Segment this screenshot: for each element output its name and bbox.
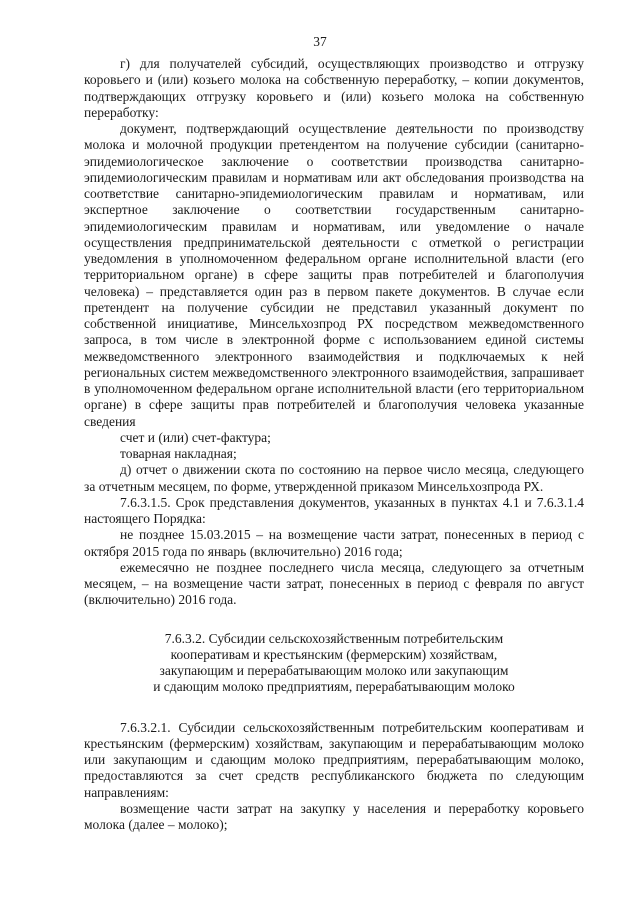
- paragraph-g-clause: г) для получателей субсидий, осуществляющих производство и отгрузку коровьего и (или) козьего молока на собственную переработку, – копии документов, подтверждающих отгрузку коровьего и (или) козьего молока на собственную переработку:: [84, 56, 584, 120]
- document-body: [84, 56, 584, 833]
- paragraph-document-activity: документ, подтверждающий осуществление деятельности по производству молока и молочной продукции претендентом на получение субсидии (санитарно-эпидемиологическое заключение о соответствии производства санитарно-эпидемиологическим правилам и нормативам или акт обследования производства на соответствие санитарно-эпидемиологическим правилам и нормативам, или экспертное заключение о соответствии государственным санитарно-эпидемиологическим правилам и нормативам, или уведомление о начале осуществления предпринимательской деятельности с отметкой о регистрации уведомления в уполномоченном федеральном органе исполнительной власти (его территориальном органе) в сфере защиты прав потребителей и благополучия человека) – представляется один раз в первом пакете документов. В случае если претендент на получение субсидии не представил указанный документ по собственной инициативе, Минсельхозпрод РХ посредством межведомственного запроса, в том числе в электронной форме с использованием единой системы межведомственного электронного взаимодействия и подключаемых к ней региональных систем межведомственного электронного взаимодействия, запрашивает в уполномоченном федеральном органе исполнительной власти (его территориальном органе) в сфере защиты прав потребителей и благополучия человека указанные сведения: [84, 121, 584, 429]
- paragraph-7-6-3-1-5: 7.6.3.1.5. Срок представления документов, указанных в пунктах 4.1 и 7.6.3.1.4 настоящего Порядка:: [84, 494, 584, 526]
- heading-line: закупающим и перерабатывающим молоко или закупающим: [159, 663, 509, 678]
- page-number: 37: [313, 34, 327, 49]
- paragraph-deadline-1: не позднее 15.03.2015 – на возмещение части затрат, понесенных в период с октября 2015 года по январь (включительно) 2016 года;: [84, 527, 584, 559]
- paragraph-invoice: счет и (или) счет-фактура;: [120, 429, 271, 445]
- heading-line: и сдающим молоко предприятиям, перерабатывающим молоко: [153, 679, 515, 695]
- paragraph-d-clause: д) отчет о движении скота по состоянию на первое число месяца, следующего за отчетным месяцем, по форме, утвержденной приказом Минсельхозпрода РХ.: [84, 462, 584, 494]
- paragraph-milk-purchase: возмещение части затрат на закупку у населения и переработку коровьего молока (далее – молоко);: [84, 800, 584, 832]
- heading-line: 7.6.3.2. Субсидии сельскохозяйственным потребительским: [164, 630, 504, 646]
- paragraph-7-6-3-2-1: 7.6.3.2.1. Субсидии сельскохозяйственным потребительским кооперативам и крестьянским (фермерским) хозяйствам, закупающим и перерабатывающим молоко или закупающим и сдающим молоко предприятиям, перерабатывающим молоко, предоставляются за счет средств республиканского бюджета по следующим направлениям:: [84, 719, 584, 800]
- paragraph-deadline-2: ежемесячно не позднее последнего числа месяца, следующего за отчетным месяцем, – на возмещение части затрат, понесенных в период с февраля по август (включительно) 2016 года.: [84, 559, 584, 608]
- section-heading-7-6-3-2: [84, 631, 584, 696]
- heading-line: кооперативам и крестьянским (фермерским) хозяйствам,: [170, 646, 498, 662]
- paragraph-waybill: товарная накладная;: [120, 446, 237, 461]
